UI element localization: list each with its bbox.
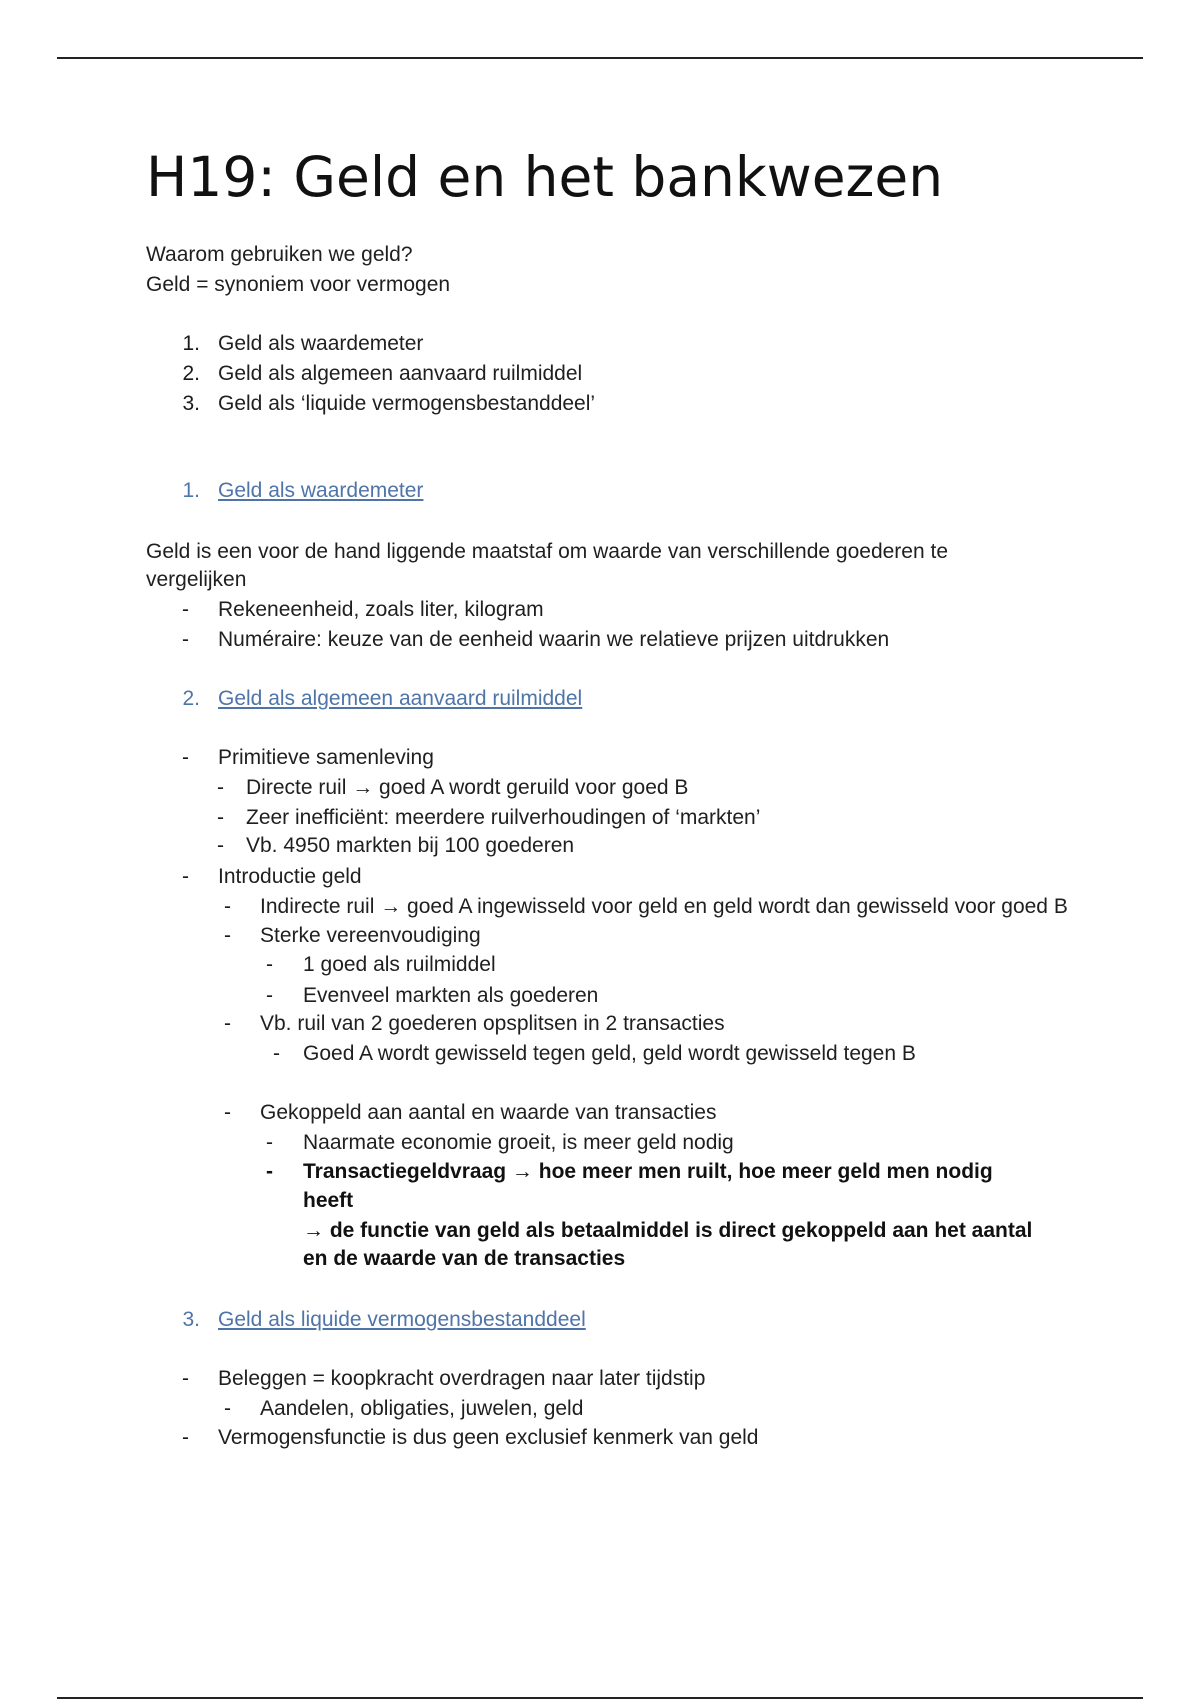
section1-bullet-2: Numéraire: keuze van de eenheid waarin we relatieve prijzen uitdrukken xyxy=(218,628,890,651)
section2-num: 2. xyxy=(182,687,200,710)
section2-sub-inefficient: Zeer inefficiënt: meerdere ruilverhoudingen of ‘markten’ xyxy=(246,806,761,829)
bullet-dash: - xyxy=(266,1131,273,1154)
bullet-dash: - xyxy=(182,598,189,621)
overview-num-2: 2. xyxy=(182,362,200,385)
section2-sub-ruil-example: Vb. ruil van 2 goederen opsplitsen in 2 transacties xyxy=(260,1012,725,1035)
section1-paragraph-line2: vergelijken xyxy=(146,568,247,591)
overview-item-3: Geld als ‘liquide vermogensbestanddeel’ xyxy=(218,392,596,415)
overview-item-2: Geld als algemeen aanvaard ruilmiddel xyxy=(218,362,583,385)
overview-item-1: Geld als waardemeter xyxy=(218,332,424,355)
section1-num: 1. xyxy=(182,479,200,502)
bullet-dash: - xyxy=(273,1042,280,1065)
bullet-dash: - xyxy=(224,1101,231,1124)
section3-num: 3. xyxy=(182,1308,200,1331)
top-rule xyxy=(57,57,1143,59)
section2-sub-direct: Directe ruil → goed A wordt geruild voor goed B xyxy=(246,776,689,799)
section3-heading-link[interactable]: Geld als liquide vermogensbestanddeel xyxy=(218,1308,586,1331)
bottom-rule xyxy=(57,1697,1143,1699)
bullet-dash: - xyxy=(217,806,224,829)
transactiegeldvraag-line2: heeft xyxy=(303,1189,354,1212)
section3-heading[interactable] xyxy=(218,1306,586,1334)
bullet-dash: - xyxy=(266,953,273,976)
section2-bullet-primitive: Primitieve samenleving xyxy=(218,746,434,769)
section2-item-markten: Evenveel markten als goederen xyxy=(303,984,599,1007)
section1-heading-link[interactable]: Geld als waardemeter xyxy=(218,479,424,502)
section3-bullet-vermogensfunctie: Vermogensfunctie is dus geen exclusief kenmerk van geld xyxy=(218,1426,759,1449)
bullet-dash: - xyxy=(217,834,224,857)
section2-item-goed-a: Goed A wordt gewisseld tegen geld, geld wordt gewisseld tegen B xyxy=(303,1042,916,1065)
section2-sub-vereenvoudiging: Sterke vereenvoudiging xyxy=(260,924,481,947)
section3-bullet-beleggen: Beleggen = koopkracht overdragen naar later tijdstip xyxy=(218,1367,706,1390)
section2-sub-indirect: Indirecte ruil → goed A ingewisseld voor geld en geld wordt dan gewisseld voor goed B xyxy=(260,895,1068,918)
section2-sub-example: Vb. 4950 markten bij 100 goederen xyxy=(246,834,575,857)
bullet-dash: - xyxy=(224,1397,231,1420)
bullet-dash: - xyxy=(266,1160,273,1183)
intro-definition: Geld = synoniem voor vermogen xyxy=(146,273,451,296)
section3-sub-aandelen: Aandelen, obligaties, juwelen, geld xyxy=(260,1397,584,1420)
overview-num-1: 1. xyxy=(182,332,200,355)
section2-bullet-introductie: Introductie geld xyxy=(218,865,362,888)
overview-num-3: 3. xyxy=(182,392,200,415)
bullet-dash: - xyxy=(266,984,273,1007)
section1-bullet-1: Rekeneenheid, zoals liter, kilogram xyxy=(218,598,544,621)
section2-item-economie: Naarmate economie groeit, is meer geld nodig xyxy=(303,1131,734,1154)
transactiegeldvraag-line1: Transactiegeldvraag → hoe meer men ruilt, hoe meer geld men nodig xyxy=(303,1160,993,1183)
bullet-dash: - xyxy=(182,746,189,769)
intro-question: Waarom gebruiken we geld? xyxy=(146,243,413,266)
transactiegeldvraag-line4: en de waarde van de transacties xyxy=(303,1247,626,1270)
section2-heading[interactable] xyxy=(218,685,582,713)
bullet-dash: - xyxy=(224,895,231,918)
bullet-dash: - xyxy=(182,1426,189,1449)
section1-paragraph-line1: Geld is een voor de hand liggende maatstaf om waarde van verschillende goederen te xyxy=(146,540,949,563)
section2-sub-gekoppeld: Gekoppeld aan aantal en waarde van transacties xyxy=(260,1101,717,1124)
bullet-dash: - xyxy=(182,865,189,888)
bullet-dash: - xyxy=(224,1012,231,1035)
bullet-dash: - xyxy=(182,1367,189,1390)
bullet-dash: - xyxy=(182,628,189,651)
transactiegeldvraag-line3: → de functie van geld als betaalmiddel is direct gekoppeld aan het aantal xyxy=(303,1219,1033,1242)
section1-heading[interactable] xyxy=(218,477,423,505)
bullet-dash: - xyxy=(224,924,231,947)
bullet-dash: - xyxy=(217,776,224,799)
page-title: H19: Geld en het bankwezen xyxy=(146,145,944,209)
section2-item-ruilmiddel: 1 goed als ruilmiddel xyxy=(303,953,496,976)
section2-heading-link[interactable]: Geld als algemeen aanvaard ruilmiddel xyxy=(218,687,583,710)
